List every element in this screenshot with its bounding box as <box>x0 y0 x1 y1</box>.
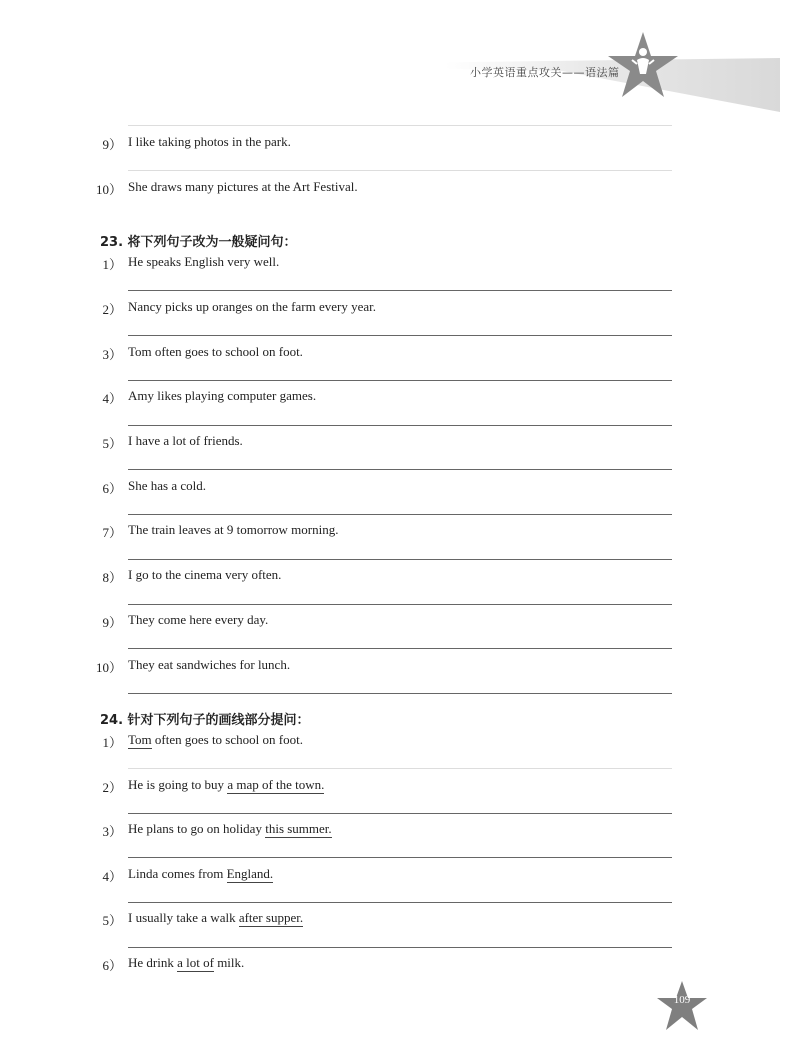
answer-line <box>128 380 672 381</box>
item-number: 9） <box>102 137 122 152</box>
item-text: He speaks English very well. <box>128 254 280 269</box>
item-number: 2） <box>102 780 122 795</box>
item-text: The train leaves at 9 tomorrow morning. <box>128 522 339 537</box>
item-number: 4） <box>102 391 122 406</box>
text-plain: Linda comes from <box>128 866 227 881</box>
answer-line <box>128 902 672 903</box>
answer-line <box>128 768 672 769</box>
item-number: 1） <box>102 257 122 272</box>
answer-line <box>128 170 672 171</box>
item-text: She draws many pictures at the Art Festival. <box>128 179 358 194</box>
item-text: They eat sandwiches for lunch. <box>128 657 291 672</box>
star-logo-icon <box>606 30 680 100</box>
item-text: Tom often goes to school on foot. <box>128 344 303 359</box>
item-text <box>128 732 303 748</box>
item-text <box>128 821 332 837</box>
item-text: I like taking photos in the park. <box>128 134 291 149</box>
underlined-phrase: a lot of <box>177 955 214 970</box>
item-number: 3） <box>102 824 122 839</box>
item-number: 6） <box>102 481 122 496</box>
item-number: 9） <box>102 615 122 630</box>
item-text <box>128 866 273 882</box>
item-text: I have a lot of friends. <box>128 433 243 448</box>
text-plain: I usually take a walk <box>128 910 239 925</box>
answer-line <box>128 857 672 858</box>
page-number-star-icon <box>654 980 710 1032</box>
answer-line <box>128 947 672 948</box>
item-number: 5） <box>102 436 122 451</box>
answer-line <box>128 604 672 605</box>
text-plain: milk. <box>213 955 245 970</box>
answer-line <box>128 693 672 694</box>
item-number: 6） <box>102 958 122 973</box>
item-text <box>128 955 244 971</box>
item-text: Nancy picks up oranges on the farm every year. <box>128 299 376 314</box>
item-number: 1） <box>102 735 122 750</box>
item-text <box>128 777 324 793</box>
item-text: Amy likes playing computer games. <box>128 388 317 403</box>
section-23-title: 23. 将下列句子改为一般疑问句： <box>100 235 297 250</box>
book-title: 小学英语重点攻关——语法篇 <box>470 66 620 79</box>
page-number: 109 <box>673 994 691 1006</box>
answer-line <box>128 813 672 814</box>
item-text: She has a cold. <box>128 478 206 493</box>
section-24-title: 24. 针对下列句子的画线部分提问： <box>100 713 310 728</box>
item-number: 10） <box>95 182 122 197</box>
item-number: 2） <box>102 302 122 317</box>
text-plain: He drink <box>128 955 178 970</box>
answer-line <box>128 290 672 291</box>
underlined-phrase: a map of the town. <box>227 777 325 792</box>
answer-line <box>128 514 672 515</box>
item-text <box>128 910 303 926</box>
item-number: 8） <box>102 570 122 585</box>
item-text: They come here every day. <box>128 612 269 627</box>
underlined-phrase: Tom <box>128 732 152 747</box>
text-plain: He is going to buy <box>128 777 228 792</box>
item-number: 3） <box>102 347 122 362</box>
item-number: 4） <box>102 869 122 884</box>
item-number: 7） <box>102 525 122 540</box>
answer-line <box>128 125 672 126</box>
underlined-phrase: after supper. <box>238 910 304 925</box>
item-number: 10） <box>95 660 122 675</box>
underlined-phrase: this summer. <box>265 821 332 836</box>
answer-line <box>128 335 672 336</box>
answer-line <box>128 425 672 426</box>
answer-line <box>128 559 672 560</box>
item-text: I go to the cinema very often. <box>128 567 282 582</box>
underlined-phrase: England. <box>226 866 274 881</box>
answer-line <box>128 469 672 470</box>
answer-line <box>128 648 672 649</box>
text-plain: He plans to go on holiday <box>128 821 266 836</box>
text-plain: often goes to school on foot. <box>151 732 303 747</box>
item-number: 5） <box>102 913 122 928</box>
